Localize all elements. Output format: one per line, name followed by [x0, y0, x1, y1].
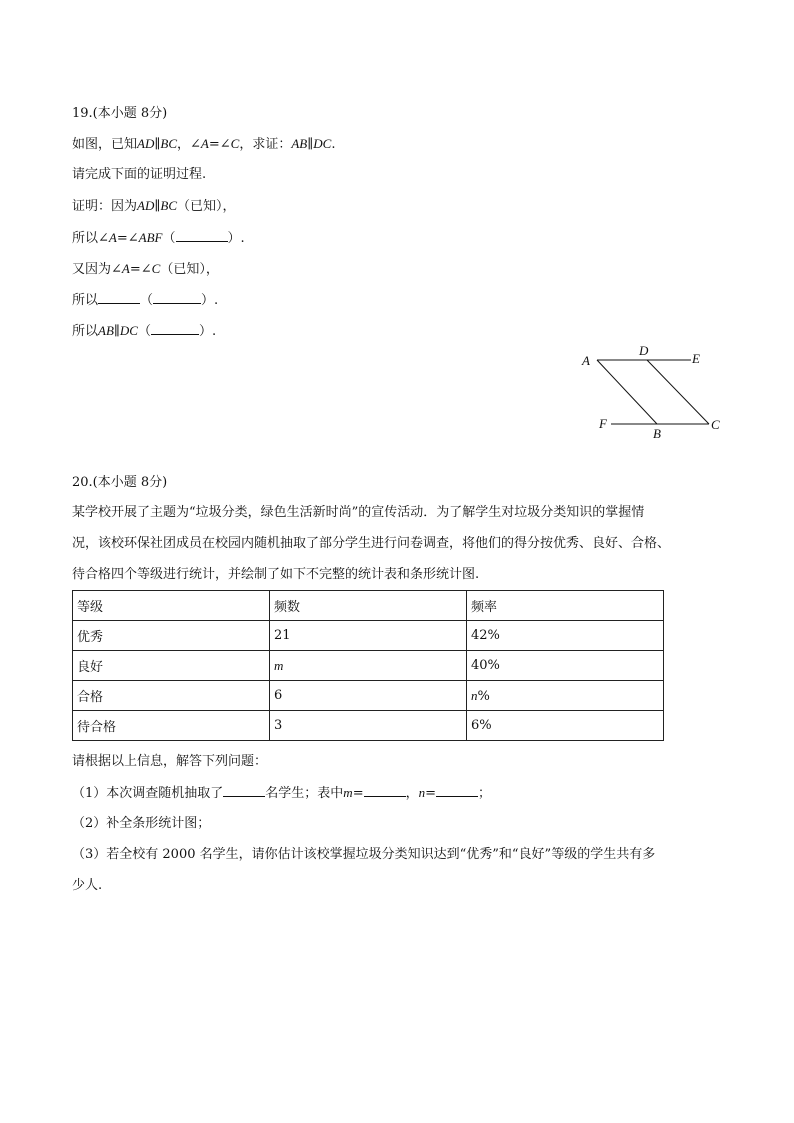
line-dc: [647, 360, 709, 424]
answer-blank[interactable]: [151, 322, 199, 335]
angle-a: A: [200, 136, 209, 151]
geometry-figure: [575, 340, 735, 450]
label-a: A: [582, 353, 590, 368]
cell-count: m: [270, 651, 467, 681]
label-c: C: [711, 417, 720, 432]
parallel-symbol: ∥: [154, 137, 161, 152]
label-d: D: [639, 343, 649, 358]
semicolon: ；: [478, 786, 492, 801]
cell-count: 6: [270, 681, 467, 711]
variable-m: m: [343, 785, 353, 800]
paren-close: ）.: [199, 324, 217, 339]
proof-step-4: [72, 291, 218, 310]
step-text: 所以∠: [72, 231, 109, 246]
step-text: 所以: [72, 293, 99, 308]
cell-level: 合格: [73, 681, 270, 711]
table-row: [73, 651, 664, 681]
segment-ab: AB: [98, 323, 114, 338]
answer-blank[interactable]: [223, 784, 265, 797]
question-19-instruction: 请完成下面的证明过程.: [72, 167, 207, 182]
answer-blank[interactable]: [364, 784, 406, 797]
header-rate: 频率: [467, 591, 664, 621]
angle-sep: ，∠: [177, 137, 201, 152]
parallel-symbol: ∥: [154, 199, 161, 214]
rate-suffix: %: [477, 688, 490, 704]
sub-question-text: 名学生；表中: [265, 786, 344, 801]
comma: ，: [405, 786, 419, 801]
equals-angle: =∠: [116, 231, 139, 246]
proof-step-5: [72, 322, 216, 341]
step-text: 又因为∠: [72, 262, 122, 277]
parallel-symbol: ∥: [307, 137, 314, 152]
prove-text: ，求证：: [239, 137, 292, 152]
cell-level: 良好: [73, 651, 270, 681]
answer-blank[interactable]: [98, 291, 140, 304]
equals-angle: =∠: [208, 137, 231, 152]
equals-sign: =: [352, 786, 364, 801]
cell-rate: 40%: [467, 651, 664, 681]
segment-ad: AD: [137, 136, 155, 151]
paren-open: （: [137, 324, 151, 339]
equals-sign: =: [425, 786, 437, 801]
question-20-title: 20.(本小题 8分): [72, 475, 168, 490]
angle-c: C: [151, 261, 161, 276]
question-20-para-1: 某学校开展了主题为“垃圾分类，绿色生活新时尚”的宣传活动．为了解学生对垃圾分类知识的掌握情: [72, 505, 645, 520]
paren-close: ）.: [201, 293, 219, 308]
header-count: 频数: [270, 591, 467, 621]
segment-ab: AB: [291, 136, 308, 151]
sub-question-3-line-2: 少人.: [72, 878, 103, 893]
paren-open: （: [140, 293, 154, 308]
label-b: B: [653, 426, 661, 441]
frequency-table: [72, 590, 664, 741]
segment-dc: DC: [313, 136, 332, 151]
cell-count: 21: [270, 621, 467, 651]
sub-question-3-line-1: （3）若全校有 2000 名学生，请你估计该校掌握垃圾分类知识达到“优秀”和“良好”等级的学生共有多: [72, 847, 656, 862]
paren-open: （: [162, 231, 176, 246]
cell-rate: [467, 681, 664, 711]
question-19-given: [72, 135, 335, 154]
step-text: 证明：因为: [72, 199, 138, 214]
equals-angle: =∠: [129, 262, 152, 277]
cell-rate: 6%: [467, 711, 664, 741]
label-e: E: [692, 351, 700, 366]
question-20-para-2: 况，该校环保社团成员在校园内随机抽取了部分学生进行问卷调查，将他们的得分按优秀、良好、合格、: [72, 536, 671, 551]
given-text: 如图，已知: [72, 137, 138, 152]
step-text: 所以: [72, 324, 99, 339]
parallelogram-diagram: [575, 340, 735, 450]
sub-question-1: [72, 784, 491, 803]
table-row: [73, 681, 664, 711]
angle-c: C: [230, 136, 240, 151]
question-19-title: 19.(本小题 8分): [72, 106, 168, 121]
table-row: [73, 621, 664, 651]
variable-n: n: [418, 785, 426, 800]
answer-blank[interactable]: [153, 291, 201, 304]
label-f: F: [599, 416, 607, 431]
question-20-ask: 请根据以上信息，解答下列问题：: [72, 754, 268, 769]
angle-abf: ABF: [138, 230, 163, 245]
table-row: [73, 711, 664, 741]
sub-question-2: （2）补全条形统计图；: [72, 816, 211, 831]
table-header-row: [73, 591, 664, 621]
cell-level: 待合格: [73, 711, 270, 741]
proof-step-1: [72, 197, 236, 216]
cell-level: 优秀: [73, 621, 270, 651]
rate-variable: n: [471, 687, 478, 703]
angle-a: A: [121, 261, 130, 276]
segment-dc: DC: [119, 323, 138, 338]
segment-bc: BC: [160, 136, 177, 151]
answer-blank[interactable]: [436, 784, 478, 797]
line-ab: [597, 360, 657, 424]
cell-count: 3: [270, 711, 467, 741]
question-20-para-3: 待合格四个等级进行统计，并绘制了如下不完整的统计表和条形统计图.: [72, 567, 480, 582]
header-level: 等级: [73, 591, 270, 621]
parallel-symbol: ∥: [113, 324, 120, 339]
angle-a: A: [108, 230, 117, 245]
reason-text: （已知），: [160, 262, 219, 277]
segment-bc: BC: [160, 198, 177, 213]
segment-ad: AD: [137, 198, 155, 213]
proof-step-2: [72, 229, 245, 248]
period: .: [331, 137, 336, 152]
reason-text: （已知），: [177, 199, 236, 214]
cell-rate: 42%: [467, 621, 664, 651]
proof-step-3: [72, 260, 219, 279]
paren-close: ）.: [227, 231, 245, 246]
sub-question-text: （1）本次调查随机抽取了: [72, 786, 224, 801]
answer-blank[interactable]: [176, 229, 228, 242]
